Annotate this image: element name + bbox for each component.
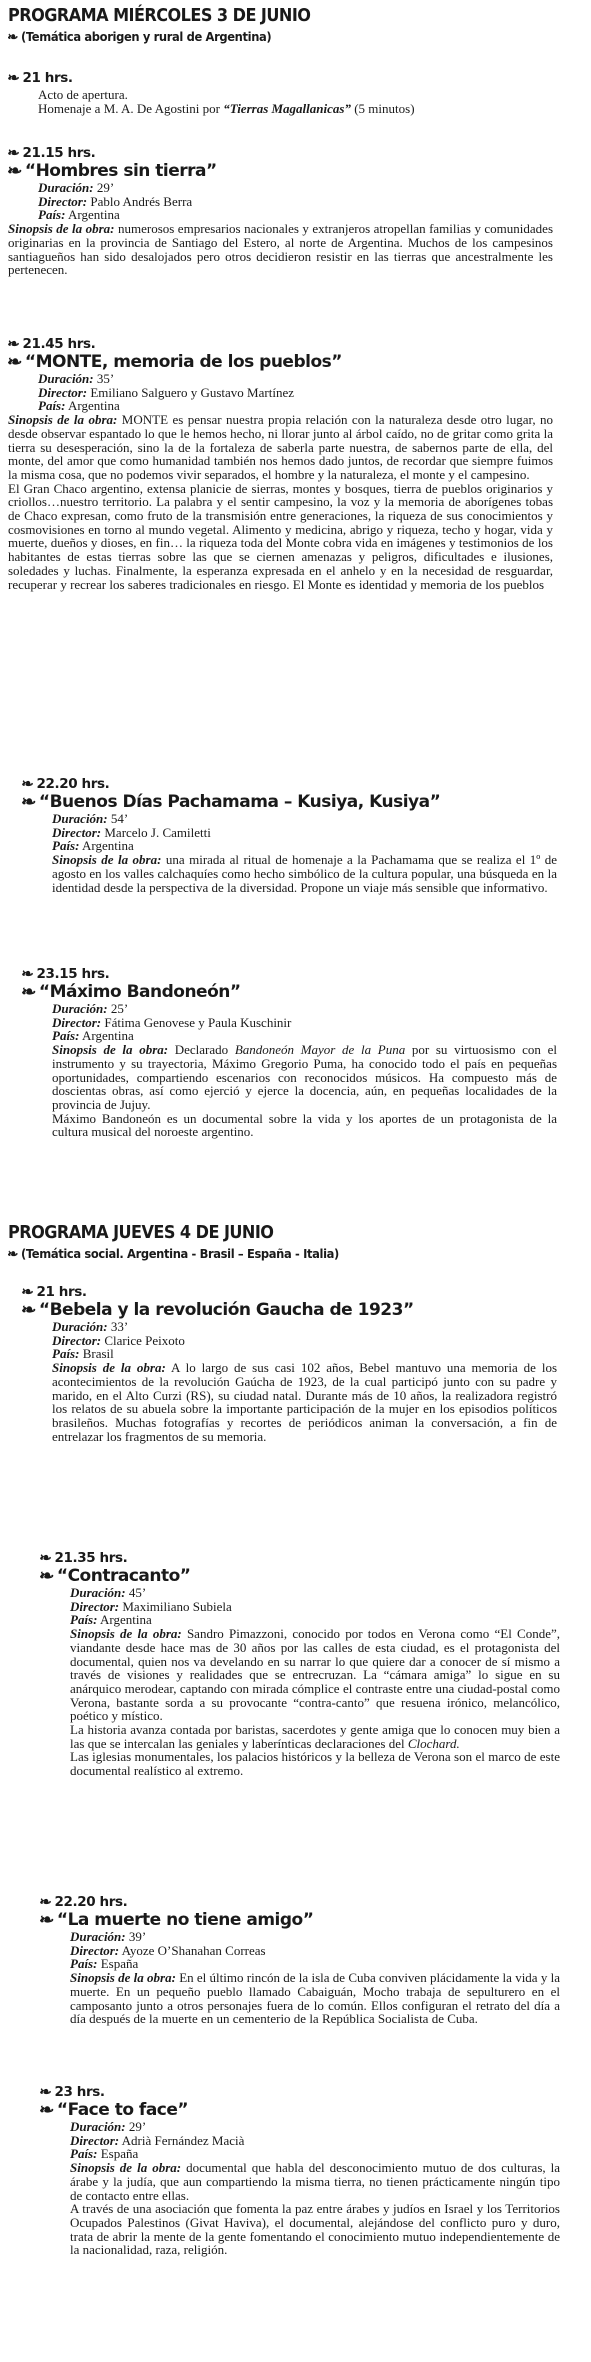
country-line <box>38 399 568 413</box>
synopsis-extra-text: La historia avanza contada por baristas, sacerdotes y gente amiga que lo conocen muy bien a las que se intercalan las geniales y laberínticas declaraciones del <box>70 1722 560 1751</box>
duration-label: Duración: <box>70 1585 126 1600</box>
duration-line <box>38 181 568 195</box>
time-label: 21 hrs. <box>22 70 73 86</box>
country-value: España <box>100 2146 139 2162</box>
director-label: Director: <box>52 1014 102 1030</box>
film-title-text: “Máximo Bandoneón” <box>38 982 241 1002</box>
duration-value: 33’ <box>110 1319 129 1334</box>
duration-line <box>38 372 568 386</box>
synopsis-text: A lo largo de sus casi 102 años, Bebel mantuvo una memoria de los acontecimientos de la revolución Gaúcha de 1923, de la cual participó junto con su padre y marido, en el Alto Curzi (RS), su ciudad natal. Durante más de 10 años, la realizadora registró los relatos de su abuela sobre la importante participación de la mujer en los episodios políticos brasileños. Muchas fotografías y recortes de periódicos animan la conversación, a fin de entrelazar los fragmentos de su memoria. <box>52 1360 558 1444</box>
fleuron-icon: ❧ <box>39 1895 52 1910</box>
film-time <box>8 337 568 352</box>
duration-value: 54’ <box>110 811 129 826</box>
synopsis-label: Sinopsis de la obra: <box>52 1042 169 1058</box>
synopsis-label: Sinopsis de la obra: <box>70 1970 176 1986</box>
film-entry <box>40 1551 568 1778</box>
day1-title: PROGRAMA MIÉRCOLES 3 DE JUNIO <box>8 6 311 26</box>
fleuron-icon: ❧ <box>7 71 20 86</box>
day1-subtitle-text: (Temática aborigen y rural de Argentina) <box>20 29 272 44</box>
film-body <box>70 2120 568 2161</box>
director-value: Maximiliano Subiela <box>122 1598 232 1614</box>
director-line <box>38 195 568 209</box>
film-entry <box>22 1285 568 1443</box>
fleuron-icon: ❧ <box>7 146 20 161</box>
fleuron-icon: ❧ <box>21 1285 34 1300</box>
film-title-text: “Contracanto” <box>56 1566 191 1586</box>
director-line <box>52 1016 568 1030</box>
country-value: Argentina <box>68 398 120 414</box>
fleuron-icon: ❧ <box>39 1566 54 1585</box>
country-value: Argentina <box>68 207 120 223</box>
duration-value: 45’ <box>128 1585 147 1600</box>
film-title <box>22 1300 568 1320</box>
duration-line <box>70 1930 568 1944</box>
director-value: Pablo Andrés Berra <box>90 193 193 209</box>
duration-label: Duración: <box>70 1929 126 1944</box>
country-line <box>52 1029 568 1043</box>
duration-value: 29’ <box>128 2119 147 2134</box>
duration-line <box>52 1002 568 1016</box>
film-entry <box>8 337 568 591</box>
film-body <box>38 181 568 222</box>
synopsis-text: numerosos empresarios nacionales y extranjeros atropellan familias y comunidades originarias en la provincia de Santiago del Estero, al norte de Argentina. Muchos de los campesinos santiagueños han sido desalojados pero otros decidieron resistir en las tierras que ancestralmente les pertenecen. <box>8 221 554 278</box>
duration-line <box>70 2120 568 2134</box>
film-entry <box>40 2085 568 2257</box>
fleuron-icon: ❧ <box>21 982 36 1001</box>
fleuron-icon: ❧ <box>39 2085 52 2100</box>
director-label: Director: <box>70 2132 120 2148</box>
synopsis-extra: El Gran Chaco argentino, extensa planicie de sierras, montes y bosques, tierra de pueblos originarios y criollos…nuestro territorio. La palabra y el sentir campesino, la voz y la memoria de aborígenes tobas de Chaco expresan, como fruto de la transmisión entre generaciones, la riqueza de sus conocimientos y cosmovisiones en torno al mundo vegetal. Alimento y medicina, abrigo y riqueza, techo y hogar, vida y muerte, dueños y dioses, en fin… la riqueza toda del Monte cobra vida en imágenes y testimonios de los habitantes de estas tierras sobre las que se ciernen amenazas y peligros, dificultades e ilusiones, soledades y luchas. Finalmente, la esperanza expresada en el anhelo y en la necesidad de resguardar, recuperar y recrear los saberes tradicionales en riesgo. El Monte es identidad y memoria de los pueblos <box>8 480 553 592</box>
country-label: País: <box>70 1612 98 1628</box>
synopsis <box>70 2161 560 2257</box>
fleuron-icon: ❧ <box>21 792 36 811</box>
synopsis-extra: Máximo Bandoneón es un documental sobre la vida y los aportes de un protagonista de la cultura musical del noroeste argentino. <box>52 1110 557 1140</box>
synopsis-paragraph <box>52 1043 557 1112</box>
opening-entry <box>8 71 553 115</box>
synopsis-label: Sinopsis de la obra: <box>8 221 115 237</box>
film-entry <box>40 1895 568 2026</box>
time-label: 23.15 hrs. <box>36 966 110 982</box>
country-line <box>52 839 568 853</box>
country-line <box>38 208 568 222</box>
fleuron-icon: ❧ <box>7 29 18 44</box>
synopsis-text: MONTE es pensar nuestra propia relación con la naturaleza desde otro lugar, no desde observar espantado lo que le hemos hecho, ni llorar junto al árbol caído, no de gritar como grita la tierra su desesperación, sino la de la fortaleza de saberla parte nuestra, de sabernos parte de ella, del monte, del amor que como humanidad también nos hemos dado juntos, de recordar que siempre fuimos la misma cosa, que no podemos vivir separados, el hombre y la naturaleza, el monte y el campesino. <box>8 412 554 482</box>
synopsis <box>52 1043 557 1139</box>
film-title-text: “Hombres sin tierra” <box>24 161 217 181</box>
director-value: Ayoze O’Shanahan Correas <box>121 1942 266 1958</box>
film-title <box>40 1910 568 1930</box>
film-time <box>22 777 568 792</box>
fleuron-icon: ❧ <box>7 1246 18 1261</box>
film-body <box>52 1320 568 1361</box>
film-title <box>40 1566 568 1586</box>
time-label: 21 hrs. <box>36 1284 87 1300</box>
film-time <box>40 1551 568 1566</box>
synopsis-paragraph <box>70 1971 560 2026</box>
synopsis-extra-italic: Clochard. <box>407 1735 460 1751</box>
country-line <box>70 1613 568 1627</box>
country-value: Argentina <box>82 1028 134 1044</box>
duration-line <box>52 1320 568 1334</box>
country-value: Argentina <box>100 1612 152 1628</box>
country-line <box>70 1957 568 1971</box>
time-label: 22.20 hrs. <box>54 1894 128 1910</box>
synopsis-label: Sinopsis de la obra: <box>70 2160 182 2176</box>
opening-book-title: “Tierras Magallanicas” <box>223 100 351 116</box>
fleuron-icon: ❧ <box>21 967 34 982</box>
country-line <box>52 1347 568 1361</box>
film-title <box>22 792 568 812</box>
director-value: Clarice Peixoto <box>104 1332 185 1348</box>
opening-line2 <box>38 102 553 116</box>
film-body <box>52 812 568 853</box>
synopsis <box>70 1971 560 2026</box>
duration-label: Duración: <box>38 371 94 386</box>
duration-value: 25’ <box>110 1001 129 1016</box>
country-value: España <box>100 1956 139 1972</box>
director-line <box>70 2134 568 2148</box>
film-time <box>8 146 568 161</box>
fleuron-icon: ❧ <box>21 1300 36 1319</box>
film-title <box>22 982 568 1002</box>
day2-title: PROGRAMA JUEVES 4 DE JUNIO <box>8 1223 274 1243</box>
synopsis <box>52 1361 557 1443</box>
country-label: País: <box>70 1956 98 1972</box>
synopsis <box>70 1627 560 1778</box>
duration-label: Duración: <box>52 811 108 826</box>
country-label: País: <box>52 838 80 854</box>
film-body <box>38 372 568 413</box>
country-label: País: <box>52 1346 80 1362</box>
film-entry <box>8 146 568 277</box>
director-value: Fátima Genovese y Paula Kuschinir <box>104 1014 292 1030</box>
synopsis <box>8 222 553 277</box>
synopsis <box>8 413 553 591</box>
synopsis-paragraph <box>70 1627 560 1723</box>
synopsis-text: Declarado <box>174 1042 235 1058</box>
film-title-text: “Face to face” <box>56 2100 189 2120</box>
duration-value: 29’ <box>96 180 115 195</box>
fleuron-icon: ❧ <box>7 161 22 180</box>
film-time <box>40 2085 568 2100</box>
duration-line <box>52 812 568 826</box>
fleuron-icon: ❧ <box>7 352 22 371</box>
synopsis-extra-2: Las iglesias monumentales, los palacios históricos y la belleza de Verona son el marco de este documental realístico al extremo. <box>70 1749 560 1779</box>
time-label: 22.20 hrs. <box>36 776 110 792</box>
synopsis-extra <box>70 1723 560 1750</box>
country-value: Brasil <box>82 1346 114 1362</box>
time-label: 21.35 hrs. <box>54 1550 128 1566</box>
time-label: 21.15 hrs. <box>22 145 96 161</box>
day2-subtitle-text: (Temática social. Argentina - Brasil – España - Italia) <box>20 1246 339 1261</box>
opening-line2-suffix: (5 minutos) <box>350 100 415 116</box>
film-time <box>22 967 568 982</box>
director-value: Marcelo J. Camiletti <box>104 824 211 840</box>
fleuron-icon: ❧ <box>7 337 20 352</box>
duration-label: Duración: <box>52 1001 108 1016</box>
fleuron-icon: ❧ <box>39 2100 54 2119</box>
synopsis-paragraph <box>8 222 553 277</box>
opening-body <box>38 88 553 115</box>
director-line <box>38 386 568 400</box>
synopsis-text: una mirada al ritual de homenaje a la Pachamama que se realiza el 1º de agosto en los valles calchaquíes como hecho simbólico de la cultura popular, una búsqueda en la identidad desde la perspectiva de la diversidad. Propone un viaje más sensible que informativo. <box>52 852 557 895</box>
country-label: País: <box>52 1028 80 1044</box>
synopsis-paragraph <box>70 2161 560 2202</box>
duration-line <box>70 1586 568 1600</box>
film-time <box>40 1895 568 1910</box>
film-title <box>8 352 568 372</box>
synopsis-paragraph <box>8 413 553 482</box>
film-title-text: “MONTE, memoria de los pueblos” <box>24 352 342 372</box>
director-value: Emiliano Salguero y Gustavo Martínez <box>90 384 294 400</box>
director-value: Adrià Fernández Macià <box>121 2132 245 2148</box>
film-title <box>40 2100 568 2120</box>
synopsis-label: Sinopsis de la obra: <box>52 852 162 868</box>
opening-line2-prefix: Homenaje a M. A. De Agostini por <box>38 100 224 116</box>
film-body <box>70 1930 568 1971</box>
opening-time <box>8 71 553 86</box>
director-line <box>52 1334 568 1348</box>
director-label: Director: <box>52 1332 102 1348</box>
synopsis-text: Sandro Pimazzoni, conocido por todos en Verona como “El Conde”, viandante desde hace mas de 30 años por las calles de esta ciudad, es el protagonista del documental, quien nos va develando en su narrar lo que quiere dar a conocer de sí mismo a través de visiones y realidades que se entrecruzan. La “cámara amiga” lo sigue en su anárquico merodear, captando con mirada cómplice el contraste entre una ciudad-postal como Verona, bastante sorda a su provocante “contra-canto” que resuena irónico, melancólico, poético y místico. <box>70 1626 560 1724</box>
film-entry <box>22 967 568 1139</box>
duration-value: 39’ <box>128 1929 147 1944</box>
fleuron-icon: ❧ <box>39 1551 52 1566</box>
country-label: País: <box>38 398 66 414</box>
synopsis-label: Sinopsis de la obra: <box>52 1360 166 1376</box>
day2-subtitle <box>8 1246 339 1261</box>
film-title-text: “Buenos Días Pachamama – Kusiya, Kusiya” <box>38 792 441 812</box>
synopsis-italic: Bandoneón Mayor de la Puna <box>234 1042 406 1058</box>
film-title <box>8 161 568 181</box>
director-label: Director: <box>38 193 88 209</box>
synopsis <box>52 853 557 894</box>
synopsis-label: Sinopsis de la obra: <box>70 1626 182 1642</box>
film-title-text: “Bebela y la revolución Gaucha de 1923” <box>38 1300 414 1320</box>
duration-label: Duración: <box>70 2119 126 2134</box>
fleuron-icon: ❧ <box>21 777 34 792</box>
director-label: Director: <box>38 384 88 400</box>
director-line <box>70 1600 568 1614</box>
director-label: Director: <box>70 1598 120 1614</box>
day1-subtitle <box>8 29 271 44</box>
film-body <box>52 1002 568 1043</box>
fleuron-icon: ❧ <box>39 1910 54 1929</box>
country-value: Argentina <box>82 838 134 854</box>
country-line <box>70 2147 568 2161</box>
director-label: Director: <box>70 1942 120 1958</box>
time-label: 23 hrs. <box>54 2084 105 2100</box>
duration-label: Duración: <box>38 180 94 195</box>
time-label: 21.45 hrs. <box>22 336 96 352</box>
country-label: País: <box>38 207 66 223</box>
director-label: Director: <box>52 824 102 840</box>
synopsis-text: En el último rincón de la isla de Cuba conviven plácidamente la vida y la muerte. En un pequeño pueblo llamado Cabaiguán, Mocho trabaja de sepulturero en el camposanto junto a otros personajes fuera de lo común. Ellos configuran el retrato del día a día después de la muerte en un cementerio de la República Socialista de Cuba. <box>70 1970 561 2027</box>
film-time <box>22 1285 568 1300</box>
director-line <box>70 1944 568 1958</box>
film-body <box>70 1586 568 1627</box>
synopsis-text-rest: por su virtuosismo con el instrumento y su trayectoria, Máximo Gregorio Puma, ha conocido todo el país en pequeñas oportunidades, compartiendo escenarios con reconocidos músicos. Ha compuesto más de doscientas obras, así como ejerció y ejerce la docencia, aún, en pequeñas localidades de la provincia de Jujuy. <box>52 1042 557 1112</box>
synopsis-paragraph <box>52 853 557 894</box>
film-entry <box>22 777 568 894</box>
synopsis-extra: A través de una asociación que fomenta la paz entre árabes y judíos en Israel y los Territorios Ocupados Palestinos (Givat Haviva), el documental, alejándose del conflicto puro y duro, trata de abrir la mente de la gente fomentando el conocimiento mutuo independientemente de la nacionalidad, raza, religión. <box>70 2201 560 2258</box>
duration-value: 35’ <box>96 371 115 386</box>
country-label: País: <box>70 2146 98 2162</box>
duration-label: Duración: <box>52 1319 108 1334</box>
synopsis-text: documental que habla del desconocimiento mutuo de dos culturas, la árabe y la judía, que aun compartiendo la misma tierra, no tienen prácticamente ningún tipo de contacto entre ellas. <box>70 2160 561 2203</box>
opening-line1: Acto de apertura. <box>38 87 128 102</box>
synopsis-paragraph <box>52 1361 557 1443</box>
synopsis-label: Sinopsis de la obra: <box>8 412 118 428</box>
director-line <box>52 826 568 840</box>
film-title-text: “La muerte no tiene amigo” <box>56 1910 314 1930</box>
